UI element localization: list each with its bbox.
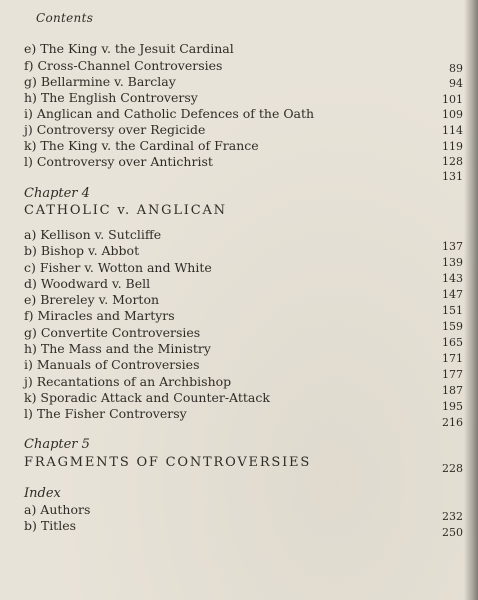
page-number: 119 (442, 140, 463, 153)
toc-entry: h) The English Controversy (24, 90, 198, 105)
page-number: 165 (442, 336, 463, 349)
toc-entry: l) The Fisher Controversy (24, 406, 187, 421)
toc-entry: g) Convertite Controversies (24, 325, 201, 340)
toc-entry: e) Brereley v. Morton (24, 292, 160, 307)
page-number: 137 (442, 240, 463, 253)
page-number: 128 (442, 155, 463, 168)
page-number: 250 (442, 526, 463, 539)
toc-entry: a) Authors (24, 502, 91, 517)
page-number: 151 (442, 304, 463, 317)
page-number: 147 (442, 288, 463, 301)
toc-entry: c) Fisher v. Wotton and White (24, 260, 212, 275)
toc-entry: h) The Mass and the Ministry (24, 341, 211, 356)
page-number: 177 (442, 368, 463, 381)
chapter-title: FRAGMENTS OF CONTROVERSIES (24, 455, 312, 470)
index-label: Index (24, 486, 61, 501)
toc-entry: j) Controversy over Regicide (24, 122, 206, 137)
toc-entry: i) Manuals of Controversies (24, 357, 200, 372)
chapter-label: Chapter 5 (24, 437, 90, 452)
page-number: 139 (442, 256, 463, 269)
spine-shadow (464, 0, 478, 600)
toc-entry: k) The King v. the Cardinal of France (24, 138, 259, 153)
toc-entry: f) Miracles and Martyrs (24, 308, 175, 323)
page-number: 114 (442, 124, 463, 137)
page-number: 232 (442, 510, 463, 523)
toc-entry: d) Woodward v. Bell (24, 276, 151, 291)
chapter-label: Chapter 4 (24, 186, 90, 201)
chapter-title: CATHOLIC v. ANGLICAN (24, 203, 227, 218)
page-number: 195 (442, 400, 463, 413)
toc-entry: b) Titles (24, 518, 77, 533)
toc-entry: a) Kellison v. Sutcliffe (24, 227, 162, 242)
page-number: 109 (442, 108, 463, 121)
running-head: Contents (36, 11, 94, 25)
toc-entry: l) Controversy over Antichrist (24, 154, 213, 169)
page-number: 187 (442, 384, 463, 397)
page-number: 131 (442, 170, 463, 183)
toc-entry: k) Sporadic Attack and Counter-Attack (24, 390, 270, 405)
page-number: 228 (442, 462, 463, 475)
toc-entry: b) Bishop v. Abbot (24, 243, 140, 258)
page-number: 143 (442, 272, 463, 285)
toc-entry: f) Cross-Channel Controversies (24, 58, 223, 73)
page-number: 89 (449, 62, 463, 75)
page-number: 94 (449, 77, 463, 90)
toc-entry: j) Recantations of an Archbishop (24, 374, 232, 389)
toc-entry: g) Bellarmine v. Barclay (24, 74, 176, 89)
page-number: 159 (442, 320, 463, 333)
page-number: 171 (442, 352, 463, 365)
page-number: 216 (442, 416, 463, 429)
page-number: 101 (442, 93, 463, 106)
toc-entry: i) Anglican and Catholic Defences of the Oath (24, 106, 315, 121)
toc-entry: e) The King v. the Jesuit Cardinal (24, 41, 234, 56)
